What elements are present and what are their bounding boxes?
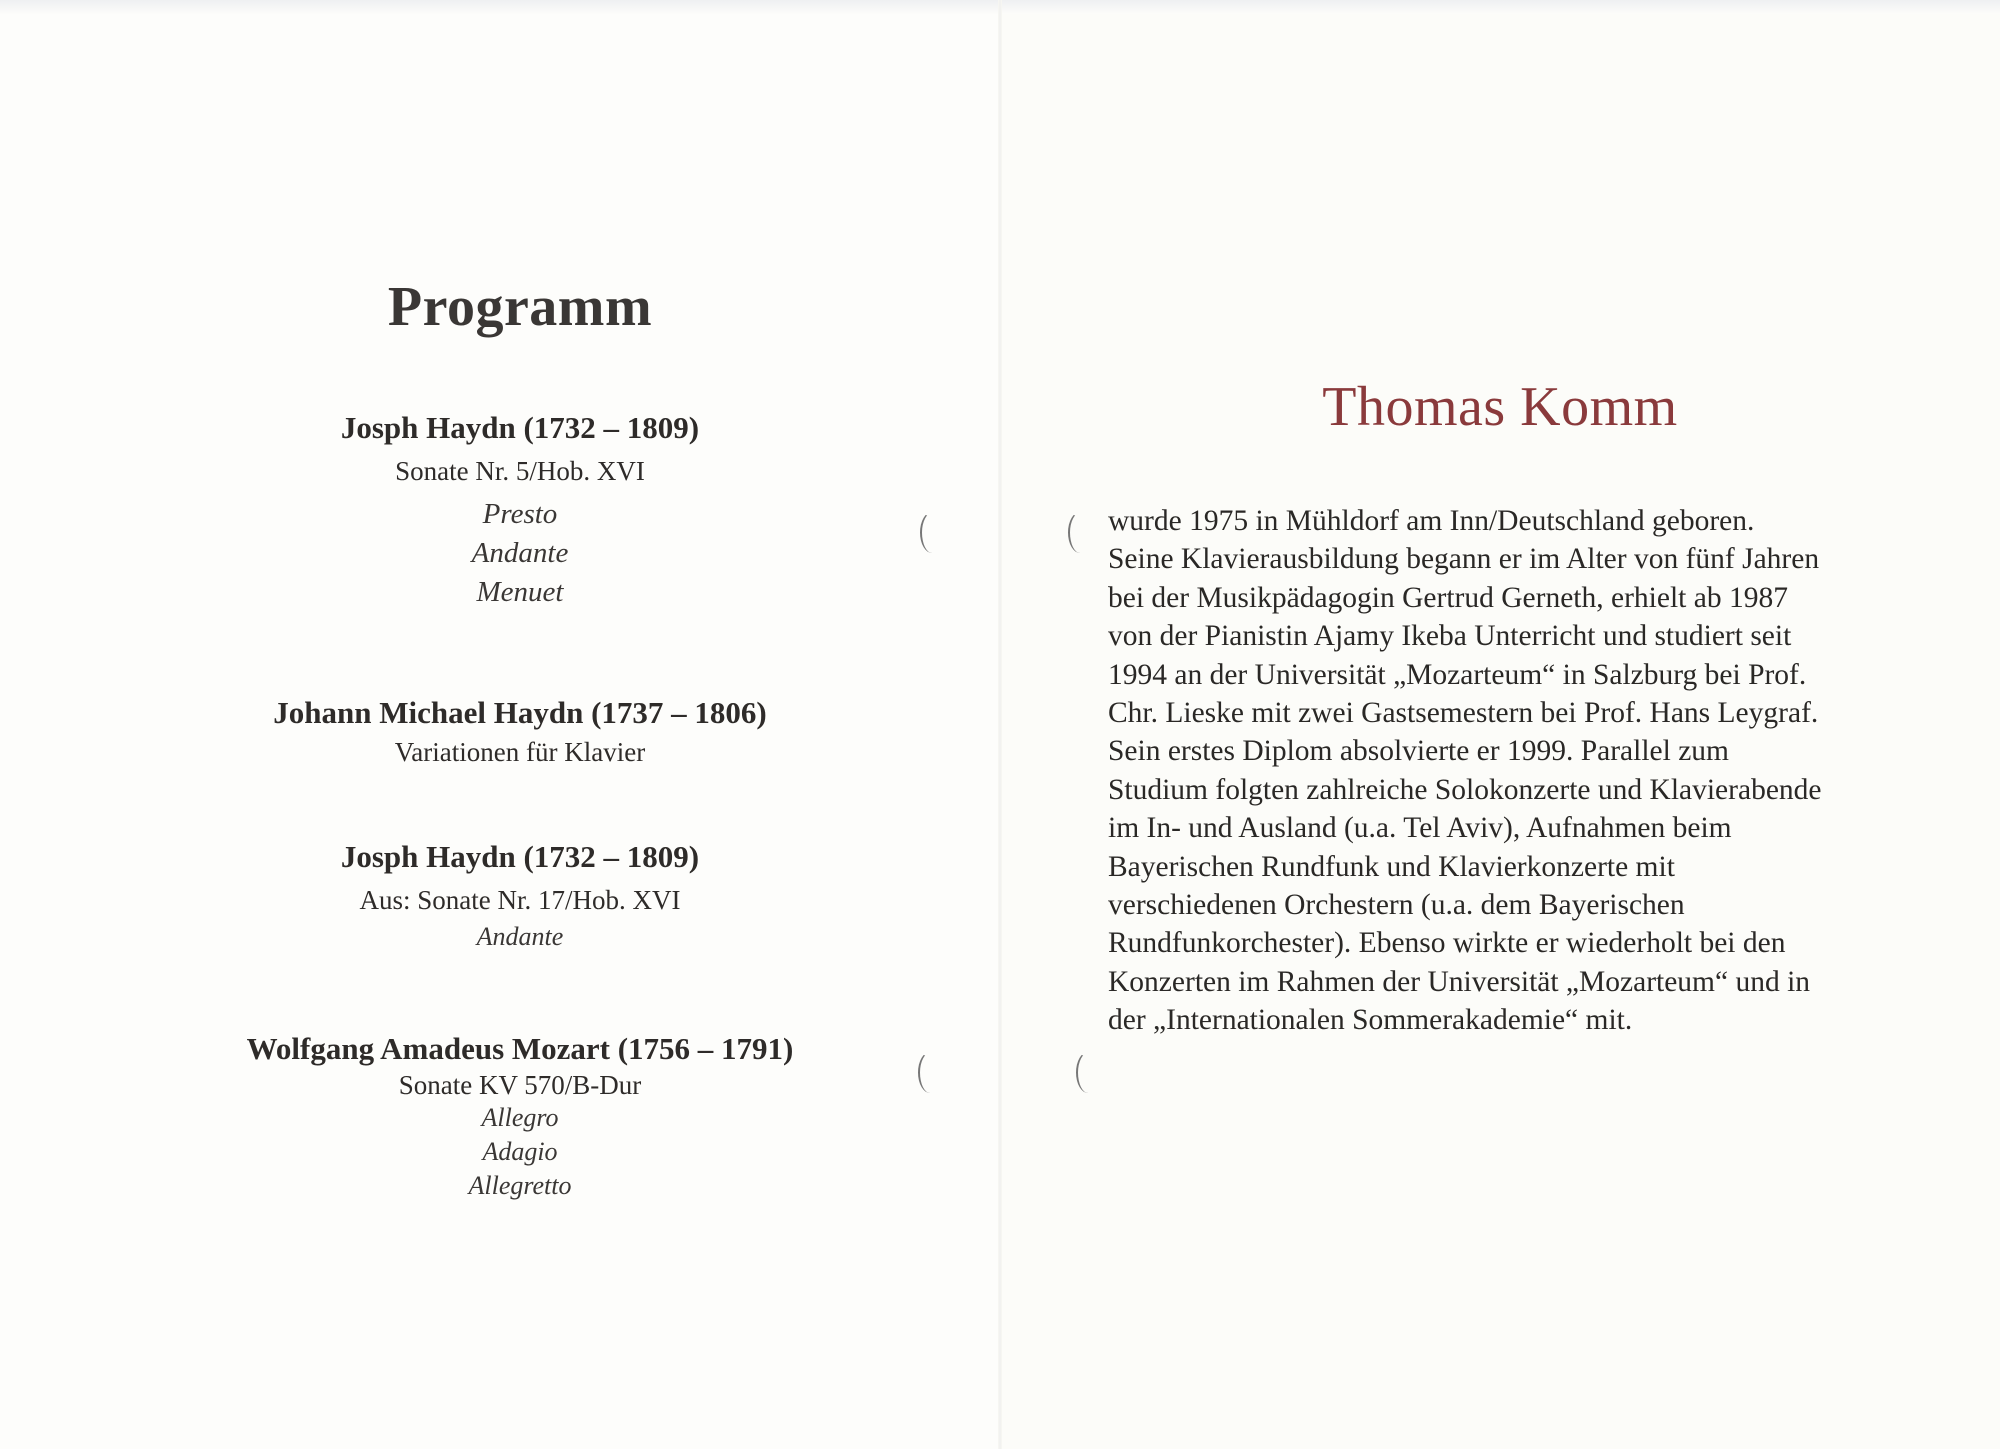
movement: Menuet <box>476 576 564 609</box>
binder-ring-mark <box>918 1052 942 1093</box>
composer-name: Josph Haydn (1732 – 1809) <box>340 839 700 875</box>
composer-name: Wolfgang Amadeus Mozart (1756 – 1791) <box>246 1030 794 1066</box>
bio-line: bei der Musikpädagogin Gertrud Gerneth, erhielt ab 1987 <box>1108 581 1788 614</box>
bio-line: von der Pianistin Ajamy Ikeba Unterricht und studiert seit <box>1108 620 1792 653</box>
work-title: Variationen für Klavier <box>394 737 646 768</box>
bio-line: Bayerischen Rundfunk und Klavierkonzerte mit <box>1108 850 1675 883</box>
movement: Allegro <box>481 1103 559 1133</box>
bio-line: Seine Klavierausbildung begann er im Alter von fünf Jahren <box>1108 543 1820 576</box>
performer-name-title: Thomas Komm <box>1322 376 1678 438</box>
page-fold <box>998 0 1002 1449</box>
movement: Allegretto <box>468 1170 572 1200</box>
movement: Adagio <box>482 1136 558 1166</box>
program-column <box>200 275 840 1202</box>
bio-line: im In- und Ausland (u.a. Tel Aviv), Aufnahmen beim <box>1108 812 1732 845</box>
work-title: Sonate Nr. 5/Hob. XVI <box>395 455 645 486</box>
program-block-1 <box>200 409 840 612</box>
work-title: Sonate KV 570/B-Dur <box>398 1069 642 1100</box>
bio-line: Chr. Lieske mit zwei Gastsemestern bei Prof. Hans Leygraf. <box>1108 697 1819 730</box>
binder-ring-mark <box>1076 1052 1100 1093</box>
work-title: Aus: Sonate Nr. 17/Hob. XVI <box>359 884 681 915</box>
bio-line: 1994 an der Universität „Mozarteum“ in Salzburg bei Prof. <box>1108 658 1807 691</box>
binder-ring-mark <box>1068 512 1092 553</box>
program-block-3 <box>200 838 840 954</box>
movement: Presto <box>482 497 558 530</box>
movement: Andante <box>471 537 569 570</box>
program-block-2 <box>200 694 840 772</box>
program-block-4 <box>200 1030 840 1203</box>
bio-line: wurde 1975 in Mühldorf am Inn/Deutschland geboren. <box>1108 505 1755 537</box>
bio-line: Konzerten im Rahmen der Universität „Mozarteum“ und in <box>1108 965 1811 998</box>
bio-line: Sein erstes Diplom absolvierte er 1999. Parallel zum <box>1108 735 1729 768</box>
bio-line: Studium folgten zahlreiche Solokonzerte und Klavierabende <box>1108 773 1822 806</box>
bio-line: Rundfunkorchester). Ebenso wirkte er wiederholt bei den <box>1108 927 1786 960</box>
program-title: Programm <box>387 276 653 338</box>
bio-line: der „Internationalen Sommerakademie“ mit. <box>1108 1004 1633 1037</box>
composer-name: Josph Haydn (1732 – 1809) <box>340 410 700 445</box>
biography-text <box>1108 502 1938 1040</box>
bio-line: verschiedenen Orchestern (u.a. dem Bayerischen <box>1108 889 1685 922</box>
movement: Andante <box>476 922 564 952</box>
composer-name: Johann Michael Haydn (1737 – 1806) <box>273 695 767 731</box>
binder-ring-mark <box>920 512 944 553</box>
